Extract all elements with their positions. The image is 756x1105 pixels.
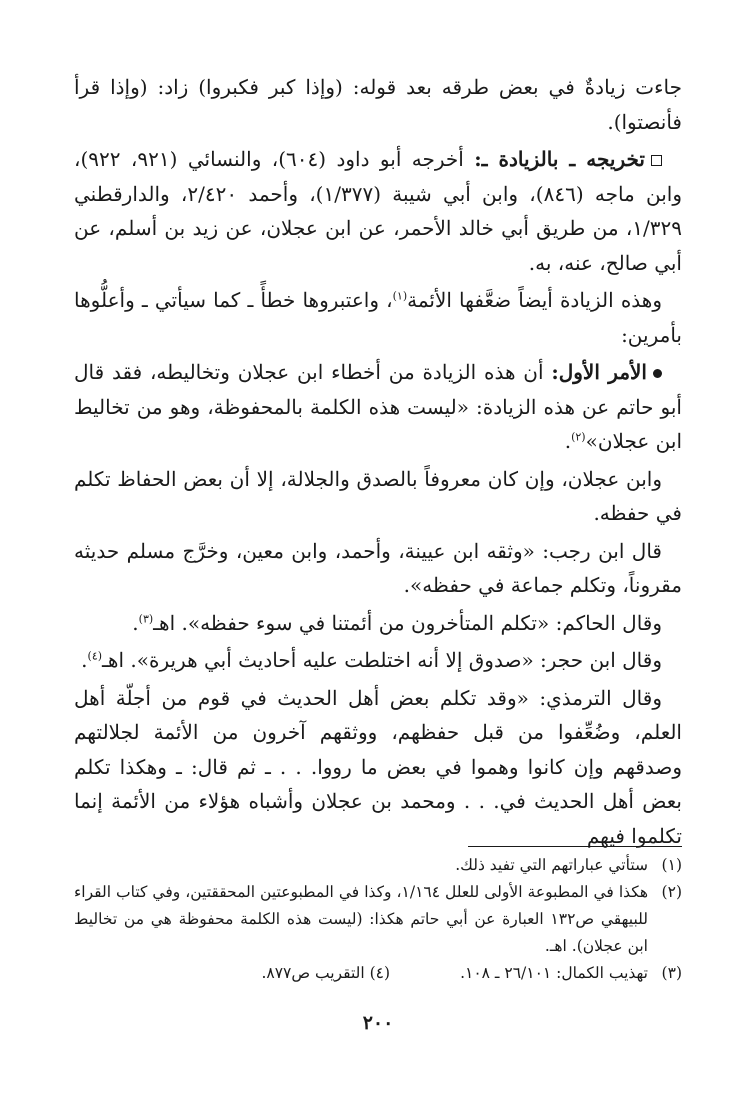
first-matter-heading: الأمر الأول: [551, 360, 647, 384]
footnote-ref-2: (٢) [571, 430, 586, 444]
footnote-1: (١) ستأتي عباراتهم التي تفيد ذلك. [455, 856, 682, 874]
paragraph-takhrij: تخريجه ـ بالزيادة ـ: أخرجه أبو داود (٦٠٤)، والنسائي (٩٢١، ٩٢٢)، وابن ماجه (٨٤٦)، وابن أبي شيبة (١/٣٧٧)، وأحمد ٢/٤٢٠، والدارقطني ١/٣٢٩، من طريق أبي خالد الأحمر، عن ابن عجلان، عن زيد بن أسلم، عن أبي صالح، عنه، به. [74, 147, 682, 275]
takhrij-heading: تخريجه ـ بالزيادة ـ: [474, 147, 645, 171]
footnote-ref-1: (١) [392, 289, 408, 303]
footnote-divider [468, 846, 682, 847]
paragraph-3: وهذه الزيادة أيضاً ضعَّفها الأئمة$^{(١)}$، واعتبروها خطأً ـ كما سيأتي ـ وأعلُّوها بأمرين: [74, 288, 682, 347]
bullet-dot-icon [653, 369, 662, 378]
paragraph-ibn-rajab: قال ابن رجب: «وثقه ابن عيينة، وأحمد، وابن معين، وخرَّج مسلم حديثه مقروناً، وتكلم جماعة في حفظه». [74, 538, 682, 597]
footnote-3: (٣) تهذيب الكمال: ٢٦/١٠١ ـ ١٠٨. [460, 964, 682, 982]
paragraph-ibn-hajar: وقال ابن حجر: «صدوق إلا أنه اختلطت عليه أحاديث أبي هريرة». اهـ$^{(٤)}$. [81, 648, 662, 672]
paragraph-hakim: وقال الحاكم: «تكلم المتأخرون من أئمتنا في سوء حفظه». اهـ$^{(٣)}$. [132, 610, 662, 635]
paragraph-tirmidhi: وقال الترمذي: «وقد تكلم بعض أهل الحديث في قوم من أجلّة أهل العلم، وضُعِّفوا من قبل حفظهم، ووثقهم آخرون من الأئمة لجلالتهم وصدقهم وإن كانوا وهموا في بعض ما رووا. . . ـ ثم قال: ـ وهكذا تكلم بعض أهل الحديث في. . . ومحمد بن عجلان وأشباه هؤلاء من الأئمة إنما تكلموا فيهم [74, 685, 682, 848]
footnote-ref-3: (٣) [138, 611, 154, 625]
square-bullet-icon [651, 155, 662, 166]
paragraph-first-matter: الأمر الأول: أن هذه الزيادة من أخطاء ابن عجلان وتخاليطه، فقد قال أبو حاتم عن هذه الزيادة: «ليست هذه الكلمة بالمحفوظة، وهو من تخاليط ابن عجلان»$^{(٢)}$. [74, 360, 682, 453]
footnote-ref-4: (٤) [87, 649, 103, 663]
paragraph-5: وابن عجلان، وإن كان معروفاً بالصدق والجلالة، إلا أن بعض الحفاظ تكلم في حفظه. [74, 466, 682, 525]
footnote-2: (٢) هكذا في المطبوعة الأولى للعلل ١/١٦٤، وكذا في المطبوعتين المحققتين، وفي كتاب القراء للبيهقي ص١٣٢ العبارة عن أبي حاتم هكذا: (ليست هذه الكلمة محفوظة هي من تخاليط ابن عجلان). اهـ. [74, 883, 682, 955]
paragraph-1: جاءت زيادةٌ في بعض طرقه بعد قوله: (وإذا كبر فكبروا) زاد: (وإذا قرأ فأنصتوا). [74, 75, 682, 134]
page-number: ٢٠٠ [362, 1012, 394, 1034]
footnote-row-3-4 [74, 960, 682, 987]
main-text [74, 70, 682, 856]
footnotes [74, 852, 682, 987]
footnote-4: (٤) التقريب ص٨٧٧. [261, 964, 391, 982]
